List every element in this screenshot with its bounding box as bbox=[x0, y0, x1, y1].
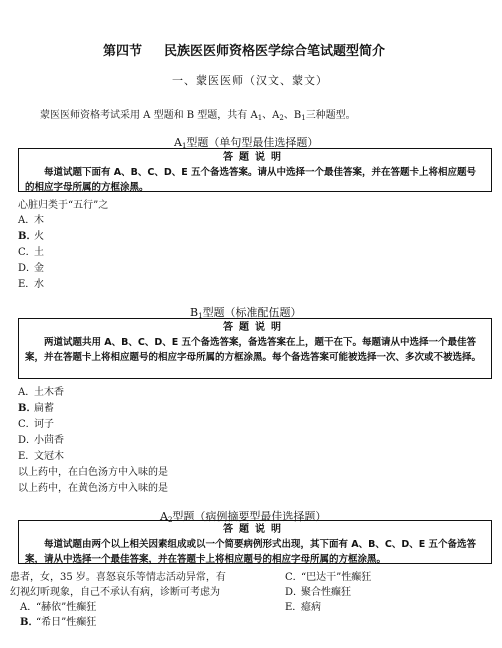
a1-option-a bbox=[18, 211, 44, 226]
a2-box-text: 每道试题由两个以上相关因素组成或以一个简要病例形式出现，其下面有 A、B、C、D、E 五个备选答案，请从中选择一个最佳答案，并在答题卡上将相应题号的相应字母所属的方框涂黑。 bbox=[25, 539, 477, 565]
a1-option-d bbox=[18, 259, 44, 274]
a1-instruction-box bbox=[18, 148, 492, 192]
a1-title-pre: A bbox=[174, 136, 182, 149]
option-text: 聚合性癫狂 bbox=[301, 587, 351, 598]
a1-title-sub: 1 bbox=[181, 142, 187, 150]
option-letter: B． bbox=[18, 403, 37, 414]
option-text: “赫依”性癫狂 bbox=[36, 602, 97, 613]
option-letter: D． bbox=[285, 587, 304, 598]
b1-option-b bbox=[18, 399, 54, 414]
option-letter: C． bbox=[18, 419, 36, 430]
a1-option-c bbox=[18, 243, 44, 258]
intro-post: 三种题型。 bbox=[305, 110, 356, 121]
intro-text bbox=[40, 106, 356, 122]
option-letter: C． bbox=[285, 572, 303, 583]
a2-option-d bbox=[285, 583, 351, 598]
b1-stem-1: 以上药中，在白色汤方中入味的是 bbox=[18, 467, 168, 478]
option-text: 文冠木 bbox=[34, 451, 64, 462]
a1-question: 心脏归类于“五行”之 bbox=[18, 200, 109, 211]
option-text: 木 bbox=[34, 215, 44, 226]
option-letter: A． bbox=[20, 602, 38, 613]
section-number: 第四节 bbox=[103, 44, 143, 59]
a1-box-text: 每道试题下面有 A、B、C、D、E 五个备选答案。请从中选择一个最佳答案，并在答题卡上将相应题号的相应字母所属的方框涂黑。 bbox=[25, 167, 477, 193]
a2-title-sub: 2 bbox=[167, 516, 173, 524]
option-letter: E． bbox=[18, 451, 36, 462]
option-text: “巴达干”性癫狂 bbox=[301, 572, 372, 583]
option-text: 诃子 bbox=[34, 419, 54, 430]
option-letter: E． bbox=[18, 279, 36, 290]
a2-option-e bbox=[285, 598, 321, 613]
option-text: 癔病 bbox=[301, 602, 321, 613]
b1-box-text: 两道试题共用 A、B、C、D、E 五个备选答案，备选答案在上，题干在下。每题请从中选择一个最佳答案，并在答题卡上将相应题号的相应字母所属的方框涂黑。每个备选答案可能被选择一次、多次或不被选择。 bbox=[25, 337, 482, 363]
a1-title-post: 型题（单句型最佳选择题） bbox=[186, 136, 319, 149]
option-text: 金 bbox=[34, 263, 44, 274]
a2-instruction-box bbox=[18, 520, 492, 564]
intro-mid-1: 、A bbox=[262, 110, 280, 121]
b1-option-a bbox=[18, 383, 64, 398]
a2-title-post: 型题（病例摘要型最佳选择题） bbox=[172, 510, 327, 523]
a1-box-header: 答题说明 bbox=[223, 152, 287, 163]
page-title: 民族医医师资格医学综合笔试题型简介 bbox=[164, 44, 386, 59]
b1-option-c bbox=[18, 415, 54, 430]
a2-question-line-2: 幻视幻听现象，自己不承认有病，诊断可考虑为 bbox=[10, 587, 220, 598]
option-text: 水 bbox=[34, 279, 44, 290]
intro-pre: 蒙医医师资格考试采用 A 型题和 B 型题，共有 A bbox=[40, 110, 258, 121]
a2-title-pre: A bbox=[160, 510, 168, 523]
b1-instruction-box bbox=[18, 318, 492, 379]
intro-sub-1: 1 bbox=[257, 114, 263, 122]
b1-stem-2: 以上药中，在黄色汤方中入味的是 bbox=[18, 483, 168, 494]
option-letter: B． bbox=[20, 617, 39, 628]
option-text: “希日”性癫狂 bbox=[36, 617, 97, 628]
b1-option-d bbox=[18, 431, 64, 446]
option-letter: B． bbox=[18, 231, 37, 242]
subheading: 一、蒙医医师（汉文、蒙文） bbox=[172, 74, 328, 87]
intro-sub-2: 2 bbox=[279, 114, 284, 122]
a2-option-b bbox=[20, 613, 96, 628]
b1-option-e bbox=[18, 447, 64, 462]
option-text: 扁蓄 bbox=[34, 403, 54, 414]
option-letter: D． bbox=[18, 263, 37, 274]
option-letter: A． bbox=[18, 215, 36, 226]
intro-sub-3: 1 bbox=[301, 114, 306, 122]
b1-title-sub: 1 bbox=[198, 312, 203, 320]
option-text: 小茴香 bbox=[34, 435, 64, 446]
a2-option-c bbox=[285, 568, 371, 583]
a1-option-b bbox=[18, 227, 44, 242]
a2-box-header: 答题说明 bbox=[223, 524, 287, 535]
intro-mid-2: 、B bbox=[283, 110, 302, 121]
a2-question-line-1: 患者，女，35 岁。喜怒哀乐等情志活动异常，有 bbox=[10, 572, 226, 583]
option-text: 土 bbox=[34, 247, 44, 258]
option-text: 火 bbox=[34, 231, 44, 242]
option-text: 土木香 bbox=[34, 387, 64, 398]
option-letter: A． bbox=[18, 387, 36, 398]
b1-box-header: 答题说明 bbox=[223, 322, 287, 333]
a2-option-a bbox=[20, 598, 96, 613]
a1-option-e bbox=[18, 275, 44, 290]
b1-title-pre: B bbox=[190, 306, 199, 319]
option-letter: E． bbox=[285, 602, 303, 613]
option-letter: D． bbox=[18, 435, 37, 446]
b1-title-post: 型题（标准配伍题） bbox=[202, 306, 302, 319]
option-letter: C． bbox=[18, 247, 36, 258]
